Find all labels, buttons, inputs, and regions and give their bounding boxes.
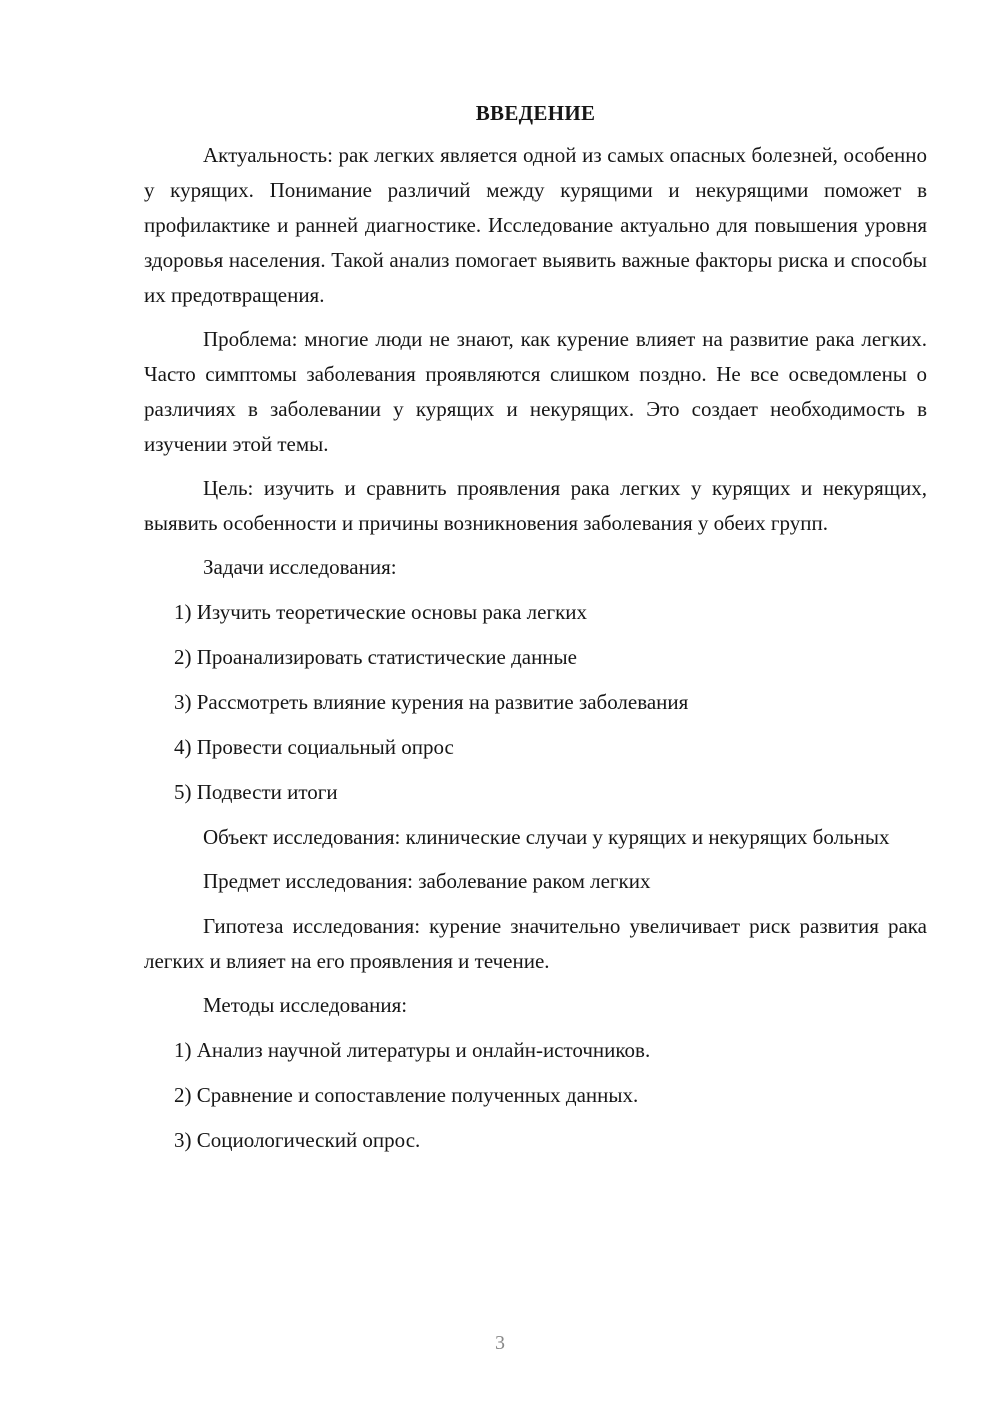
problem-paragraph: Проблема: многие люди не знают, как курение влияет на развитие рака легких. Часто симптомы заболевания проявляются слишком поздно. Не все осведомлены о различиях в заболевании у курящих и некурящих. Это создает необходимость в изучении этой темы. (144, 327, 927, 456)
tasks-list (144, 595, 927, 810)
list-item: 1) Анализ научной литературы и онлайн-источников. (174, 1038, 651, 1062)
list-item: 5) Подвести итоги (174, 780, 338, 804)
page-number: 3 (495, 1332, 505, 1354)
object-paragraph: Объект исследования: клинические случаи у курящих и некурящих больных (203, 825, 890, 849)
section-title: ВВЕДЕНИЕ (475, 101, 596, 125)
methods-heading: Методы исследования: (203, 993, 408, 1017)
tasks-heading: Задачи исследования: (203, 555, 397, 579)
list-item: 2) Проанализировать статистические данные (174, 645, 577, 669)
relevance-paragraph: Актуальность: рак легких является одной из самых опасных болезней, особенно у курящих. Понимание различий между курящими и некурящими поможет в профилактике и ранней диагностике. Исследование актуально для повышения уровня здоровья населения. Такой анализ помогает выявить важные факторы риска и способы их предотвращения. (144, 143, 927, 307)
methods-list (144, 1033, 927, 1158)
list-item: 2) Сравнение и сопоставление полученных данных. (174, 1083, 639, 1107)
hypothesis-paragraph: Гипотеза исследования: курение значительно увеличивает риск развития рака легких и влияет на его проявления и течение. (144, 914, 927, 973)
list-item: 4) Провести социальный опрос (174, 735, 454, 759)
subject-paragraph: Предмет исследования: заболевание раком легких (203, 869, 651, 893)
goal-paragraph: Цель: изучить и сравнить проявления рака легких у курящих и некурящих, выявить особенности и причины возникновения заболевания у обеих групп. (144, 476, 927, 535)
list-item: 1) Изучить теоретические основы рака легких (174, 600, 588, 624)
list-item: 3) Рассмотреть влияние курения на развитие заболевания (174, 690, 689, 714)
list-item: 3) Социологический опрос. (174, 1128, 421, 1152)
